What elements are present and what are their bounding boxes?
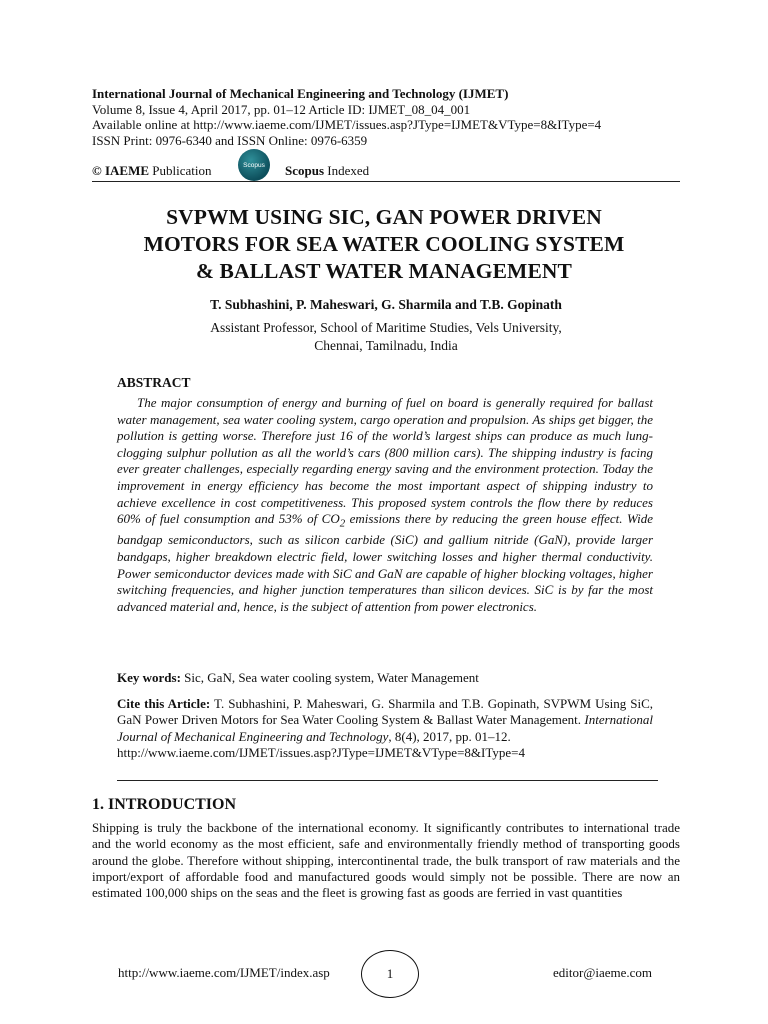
indexed-text — [285, 163, 369, 179]
scopus-logo-label: Scopus — [243, 161, 265, 169]
cite-text: T. Subhashini, P. Maheswari, G. Sharmila and T.B. Gopinath, SVPWM Using SiC, GaN Power Driven Motors for Sea Water Cooling System & Ballast Water Management. — [117, 696, 653, 728]
introduction-body: Shipping is truly the backbone of the international economy. It significantly contributes to international trade and the world economy as the most efficient, safe and environmentally friendly method of transporting goods around the globe. Therefore without shipping, intercontinental trade, the bulk transport of raw materials and the import/export of affordable food and manufactured goods would simply not be possible. There are now an estimated 100,000 ships on the seas and the fleet is growing fast as goods are ferried in vast quantities — [92, 820, 680, 901]
abstract-body — [117, 395, 653, 615]
publisher-suffix: Publication — [149, 163, 212, 178]
co2-subscript: 2 — [339, 517, 346, 530]
availability-line: Available online at http://www.iaeme.com/IJMET/issues.asp?JType=IJMET&VType=8&IType=4 — [92, 117, 602, 132]
title-line: MOTORS FOR SEA WATER COOLING SYSTEM — [143, 232, 625, 256]
indexed-name: Scopus — [285, 163, 325, 178]
page-number-badge — [361, 950, 419, 998]
footer-url-link[interactable]: http://www.iaeme.com/IJMET/index.asp — [118, 965, 330, 980]
page-number: 1 — [386, 966, 394, 981]
cite-details: , 8(4), 2017, pp. 01–12. — [388, 728, 511, 744]
section-heading-introduction: 1. INTRODUCTION — [92, 796, 237, 813]
keywords-label: Key words: — [117, 670, 181, 685]
abstract-heading: ABSTRACT — [117, 375, 191, 390]
keywords — [117, 670, 653, 686]
indexed-suffix: Indexed — [324, 163, 370, 178]
citation-block — [117, 696, 653, 762]
cite-label: Cite this Article: — [117, 696, 211, 711]
cite-journal: International Journal of Mechanical Engineering and Technology — [117, 712, 653, 744]
publisher-text — [92, 163, 212, 179]
page-footer — [92, 950, 680, 1000]
footer-email-link[interactable]: editor@iaeme.com — [553, 965, 652, 980]
keywords-text: Sic, GaN, Sea water cooling system, Water Management — [180, 670, 479, 685]
paper-title — [80, 204, 688, 285]
author-list: T. Subhashini, P. Maheswari, G. Sharmila and T.B. Gopinath — [210, 297, 562, 312]
affiliation-line: Assistant Professor, School of Maritime Studies, Vels University, — [210, 320, 562, 335]
title-line: SVPWM USING SIC, GAN POWER DRIVEN — [166, 205, 602, 229]
volume-line: Volume 8, Issue 4, April 2017, pp. 01–12 Article ID: IJMET_08_04_001 — [92, 101, 471, 117]
affiliation — [92, 319, 680, 355]
publisher-name: © IAEME — [92, 163, 150, 178]
journal-header — [92, 86, 601, 148]
affiliation-line: Chennai, Tamilnadu, India — [314, 338, 458, 353]
abstract-text: The major consumption of energy and burning of fuel on board is generally required for ballast water management, sea water cooling system, cargo operation and propulsion. As ships get bigger, the pollution is getting worse. Therefore just 16 of the world’s largest ships can produce as much lung-clogging sulphur pollution as all the world’s cars (800 million cars). The shipping industry is facing ever greater challenges, especially regarding energy saving and the environment protection. Today the improvement in energy efficiency has become the most important aspect of shipping industry to achieve excellence in cost competitiveness. This proposed system controls the flow there by reduces 60% of fuel consumption and 53% of CO — [117, 395, 653, 527]
citation-divider — [117, 780, 658, 781]
publisher-row — [92, 158, 680, 180]
abstract-text-continued: emissions there by reducing the green house effect. Wide bandgap semiconductors, such as silicon carbide (SiC) and gallium nitride (GaN), provide larger bandgaps, higher breakdown electric field, lower switching losses and higher thermal conductivity. Power semiconductor devices made with SiC and GaN are capable of higher blocking voltages, higher switching frequencies, and higher junction temperatures than silicon devices. SiC is by far the most advanced material and, hence, is the subject of attention from power electronics. — [117, 511, 653, 614]
scopus-logo-icon — [238, 149, 270, 181]
title-line: & BALLAST WATER MANAGEMENT — [196, 259, 572, 283]
cite-url-link[interactable]: http://www.iaeme.com/IJMET/issues.asp?JType=IJMET&VType=8&IType=4 — [117, 745, 525, 761]
header-divider — [92, 181, 680, 182]
journal-name: International Journal of Mechanical Engineering and Technology (IJMET) — [92, 86, 509, 101]
issn-line: ISSN Print: 0976-6340 and ISSN Online: 0976-6359 — [92, 132, 368, 148]
